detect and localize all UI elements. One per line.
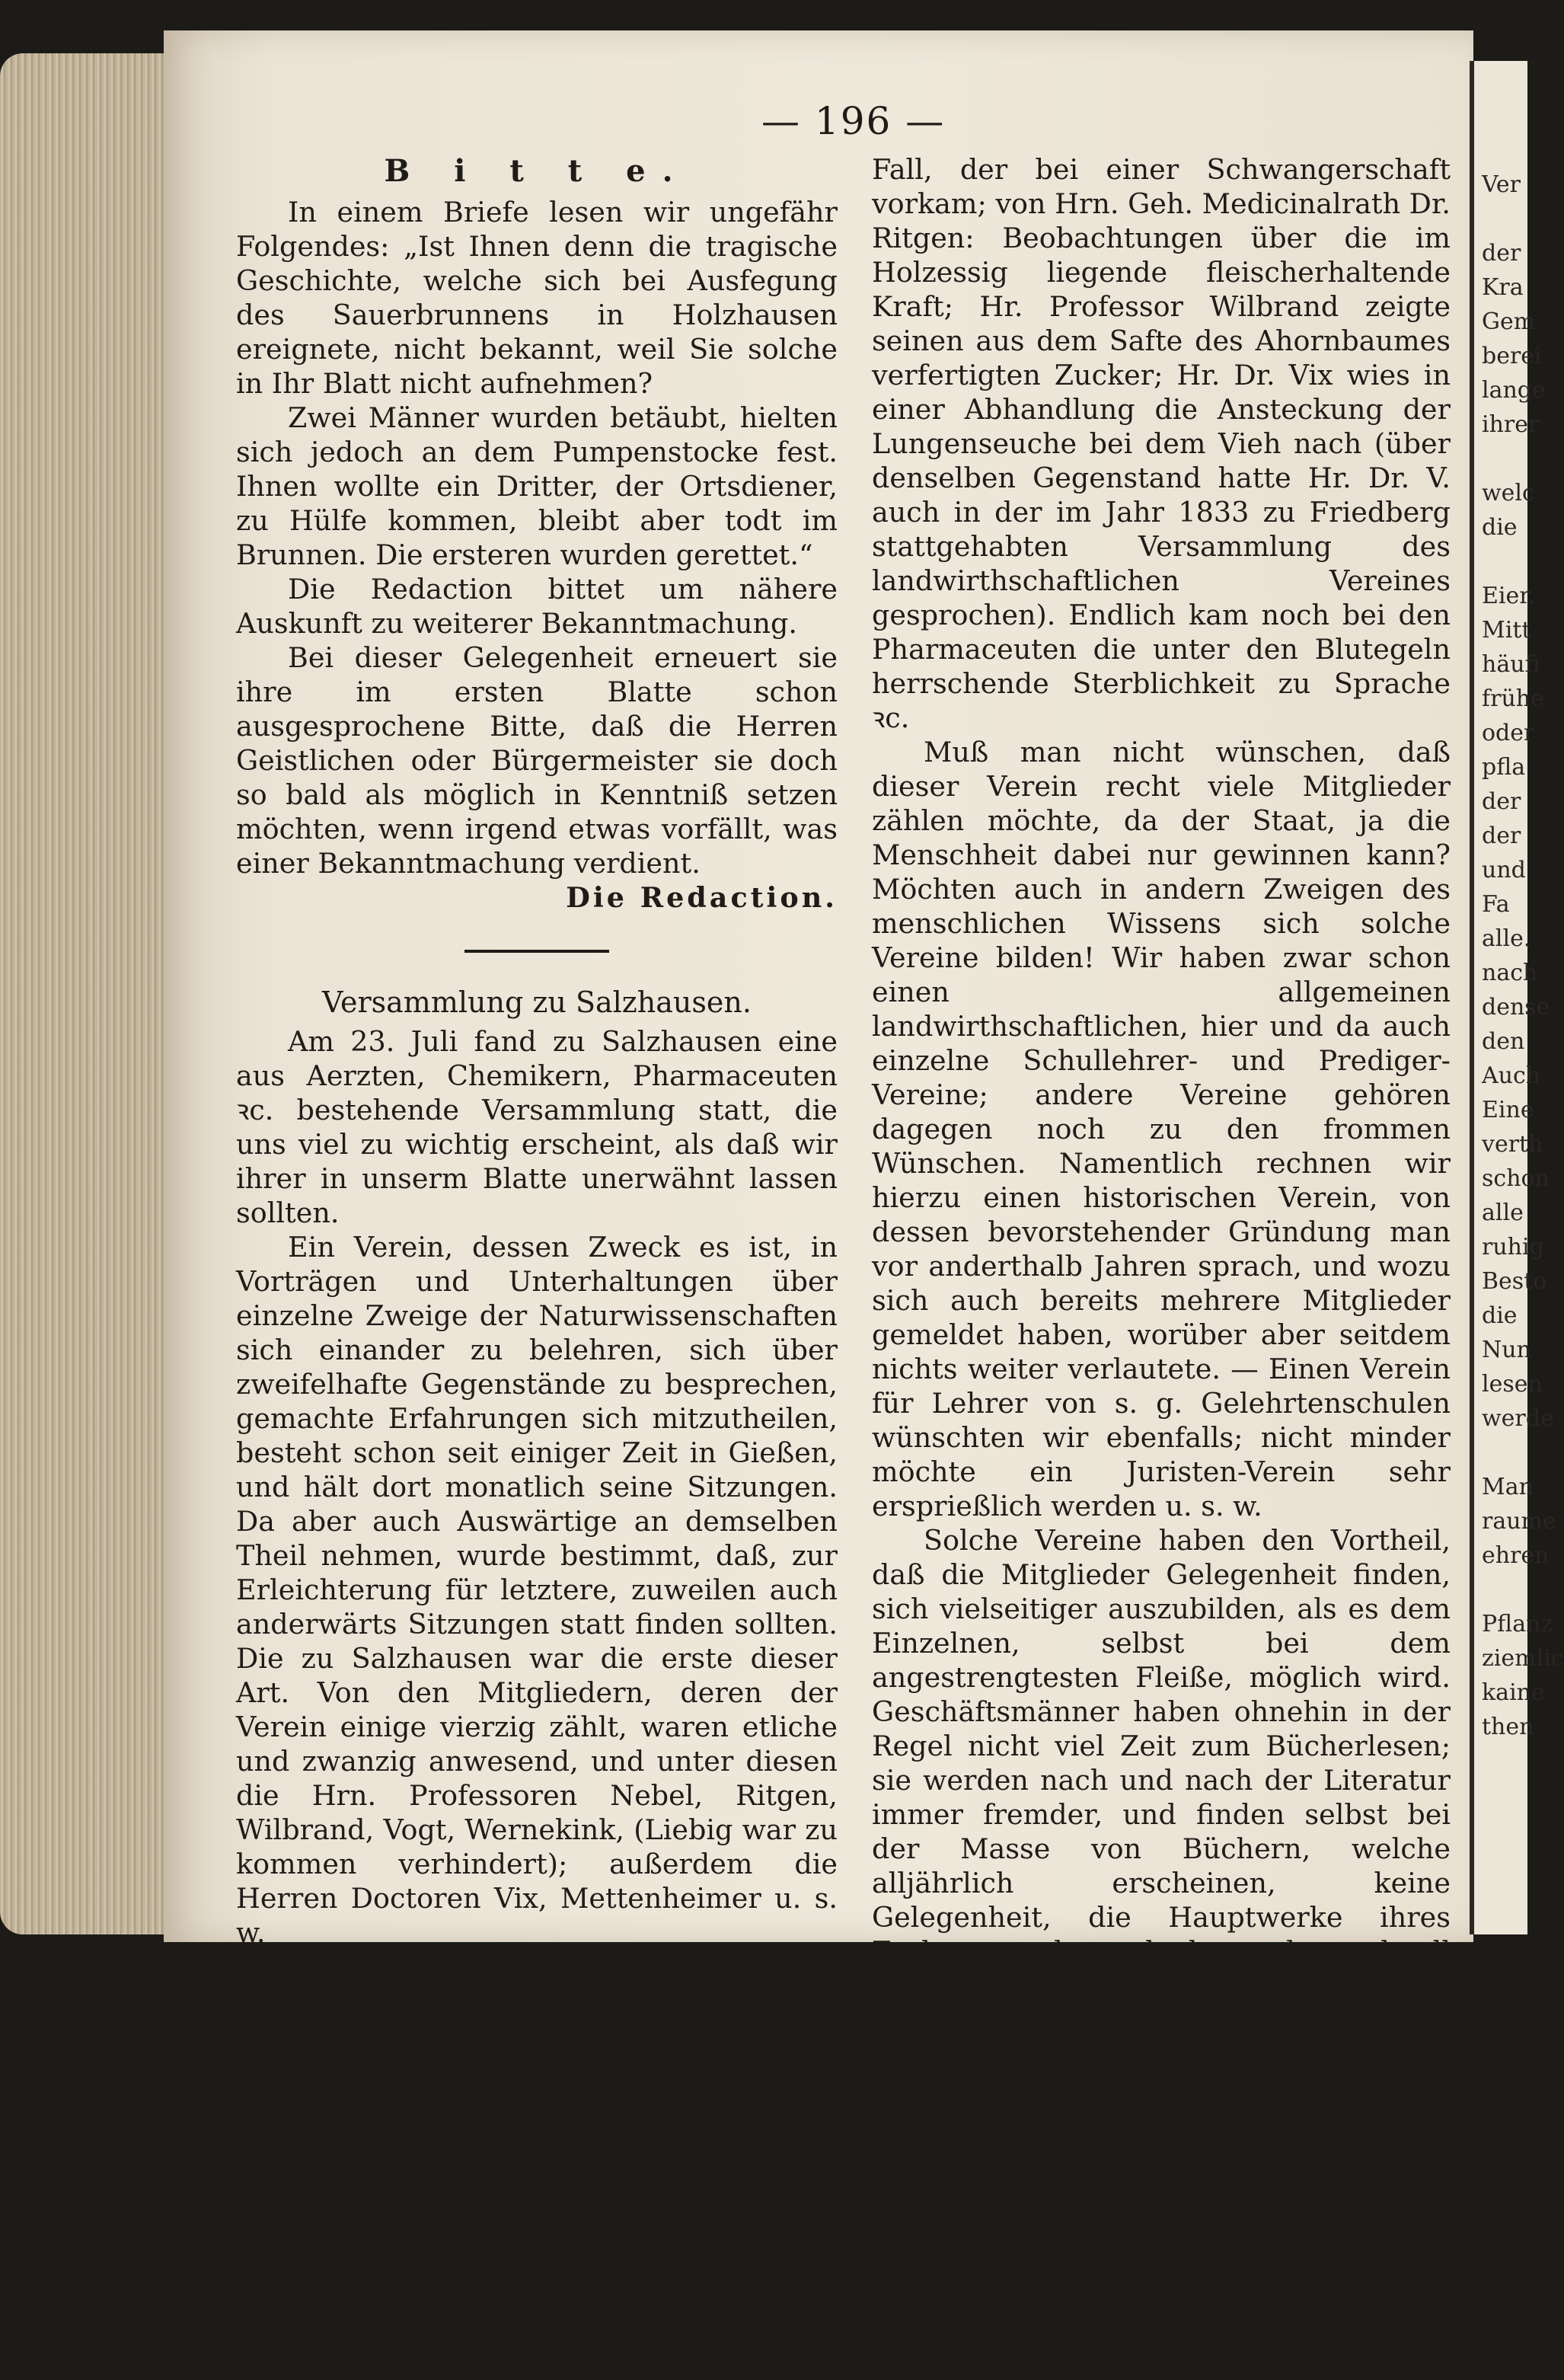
next-page-fragment: kaine xyxy=(1482,1679,1545,1706)
next-page-fragment: Auch xyxy=(1482,1062,1541,1089)
next-page-fragment: Besto xyxy=(1482,1268,1547,1295)
next-page-fragment: Mitt xyxy=(1482,617,1531,644)
right-column xyxy=(872,152,1451,2380)
redaction-signature: Die Redaction. xyxy=(566,881,838,914)
next-page-fragment: Pflanz xyxy=(1482,1611,1553,1637)
bitte-paragraph: Bei dieser Gelegenheit erneuert sie ihre im ersten Blatte schon ausgesprochene Bitte, daß die Herren Geistlichen oder Bürgermeister sie doch so bald als möglich in Kenntniß setzen möchten, wenn irgend etwas vorfällt, was einer Bekanntmachung verdient. xyxy=(236,641,838,880)
next-page-fragment: ziemlic xyxy=(1482,1645,1564,1672)
next-page-fragment: ihrer xyxy=(1482,411,1540,438)
next-page-fragment: werde xyxy=(1482,1405,1554,1432)
next-page-fragment xyxy=(1482,202,1527,236)
next-page-fragment xyxy=(1482,1436,1527,1470)
next-page-fragment: schon xyxy=(1482,1165,1550,1192)
next-page-fragment: Kra xyxy=(1482,274,1524,301)
next-page-fragment: raume xyxy=(1482,1508,1556,1535)
bitte-paragraph: In einem Briefe lesen wir ungefähr Folgendes: „Ist Ihnen denn die tragische Geschichte, welche sich bei Ausfegung des Sauerbrunnens in Holzhausen ereignete, nicht bekannt, weil Sie solche in Ihr Blatt nicht aufnehmen? xyxy=(236,196,838,400)
bitte-paragraph: Die Redaction bittet um nähere Auskunft zu weiterer Bekanntmachung. xyxy=(236,573,838,640)
next-page-fragment: dense xyxy=(1482,994,1550,1021)
page-number: — 196 — xyxy=(761,99,946,143)
next-page-fragment: Ver xyxy=(1482,171,1521,198)
next-page-fragment: die xyxy=(1482,514,1518,541)
section-divider xyxy=(464,950,609,953)
next-page-fragment: Eier. xyxy=(1482,583,1535,609)
next-page-fragment: alle xyxy=(1482,1200,1524,1226)
next-page-fragment: berei xyxy=(1482,343,1542,369)
versammlung-paragraph: Am 23. Juli fand zu Salzhausen eine aus Aerzten, Chemikern, Pharmaceuten ꝛc. bestehende Versammlung statt, die uns viel zu wichtig erscheint, als daß wir ihrer in unserm Blatte unerwähnt lassen sollten. xyxy=(236,1025,838,1229)
next-page-edge xyxy=(1470,61,1564,1934)
next-page-fragment xyxy=(1482,442,1527,476)
next-page-fragment: then xyxy=(1482,1714,1534,1740)
next-page-fragment: welc xyxy=(1482,480,1535,506)
next-page-fragment: der xyxy=(1482,788,1521,815)
next-page-fragment: frühe xyxy=(1482,685,1544,712)
versammlung-paragraph: Von den Vorträgen, welche hier gehalten wurden, erwähnen wir den des Herrn Medicinalrath Dr. Möller von Nidda über einen besonderen xyxy=(236,1950,838,2086)
next-page-fragment xyxy=(1482,545,1527,579)
next-page-fragment: ehren xyxy=(1482,1542,1550,1569)
next-page-fragment: Fa xyxy=(1482,891,1510,918)
next-page-fragment: Eine xyxy=(1482,1097,1534,1123)
next-page-fragment: ruhig xyxy=(1482,1234,1544,1260)
versammlung-paragraph: Ein Verein, dessen Zweck es ist, in Vorträgen und Unterhaltungen über einzelne Zweige der Naturwissenschaften sich einander zu belehren, sich über zweifelhafte Gegenstände zu besprechen, gemachte Erfahrungen sich mitzutheilen, besteht schon seit einiger Zeit in Gießen, und hält dort monatlich seine Sitzungen. Da aber auch Auswärtige an demselben Theil nehmen, wurde bestimmt, daß, zur Erleichterung für letztere, zuweilen auch anderwärts Sitzungen statt finden sollten. Die zu Salzhausen war die erste dieser Art. Von den Mitgliedern, deren der Verein einige vierzig zählt, waren etliche und zwanzig anwesend, und unter diesen die Hrn. Professoren Nebel, Ritgen, Wilbrand, Vogt, Wernekink, (Liebig war zu kommen verhindert); außerdem die Herren Doctoren Vix, Mettenheimer u. s. w. xyxy=(236,1231,838,1949)
next-page-fragment: pfla xyxy=(1482,754,1526,781)
next-page-fragment: lange xyxy=(1482,377,1546,404)
versammlung-heading: Versammlung zu Salzhausen. xyxy=(322,986,752,1019)
next-page-fragment: den xyxy=(1482,1028,1525,1055)
article-paragraph: Solche Vereine haben den Vortheil, daß die Mitglieder Gelegenheit finden, sich vielseitiger auszubilden, als es dem Einzelnen, selbst bei dem angestrengtesten Fleiße, möglich wird. Geschäftsmänner haben ohnehin in der Regel nicht viel Zeit zum Bücherlesen; sie werden nach und nach der Literatur immer fremder, und finden selbst bei der Masse von Büchern, welche alljährlich erscheinen, keine Gelegenheit, die Hauptwerke ihres Faches von den unbedeutenden, schnell vergänglichen Werken leichtsinniger Büchermacher zu unterscheiden. In Vereinen dagegen werden sie auf die wichtigsten Veränderungen, auf die bedeutendsten literarischen Erscheinungen in ihrem Fache aufmerksam gemacht, und was das Wichtigste ist, man muntert sich da gegenseitig auf, erhält auf's Neue Liebe zu seinem Fache und stählt sich gegen alles, was störend dagegen einwirken könnte. xyxy=(872,1524,1451,2379)
next-page-fragments xyxy=(1474,61,1564,1744)
next-page-fragment: verth xyxy=(1482,1131,1543,1158)
next-page-fragment: der xyxy=(1482,240,1521,267)
next-page-fragment: Nun xyxy=(1482,1337,1531,1363)
next-page-fragment: die xyxy=(1482,1302,1518,1329)
next-page-fragment xyxy=(1482,1573,1527,1607)
next-page-fragment: häufi xyxy=(1482,651,1540,678)
article-paragraph: Muß man nicht wünschen, daß dieser Verein recht viele Mitglieder zählen möchte, da der Staat, ja die Menschheit dabei nur gewinnen kann? Möchten auch in andern Zweigen des menschlichen Wissens sich solche Vereine bilden! Wir haben zwar schon einen allgemeinen landwirthschaftlichen, hier und da auch einzelne Schullehrer- und Prediger-Vereine; andere Vereine gehören dagegen noch zu den frommen Wünschen. Namentlich rechnen wir hierzu einen historischen Verein, von dessen bevorstehender Gründung man vor anderthalb Jahren sprach, und wozu sich auch bereits mehrere Mitglieder gemeldet haben, worüber aber seitdem nichts weiter verlautete. — Einen Verein für Lehrer von s. g. Gelehrtenschulen wünschten wir ebenfalls; nicht minder möchte ein Juristen-Verein sehr ersprießlich werden u. s. w. xyxy=(872,736,1451,1522)
next-page-fragment: der xyxy=(1482,823,1521,849)
next-page-fragment: oder xyxy=(1482,720,1535,746)
next-page-fragment: alle. xyxy=(1482,925,1531,952)
next-page-fragment: und xyxy=(1482,857,1526,883)
article-paragraph: Fall, der bei einer Schwangerschaft vorkam; von Hrn. Geh. Medicinalrath Dr. Ritgen: Beobachtungen über die im Holzessig liegende fleischerhaltende Kraft; Hr. Professor Wilbrand zeigte seinen aus dem Safte des Ahornbaumes verfertigten Zucker; Hr. Dr. Vix wies in einer Abhandlung die Ansteckung der Lungenseuche bei dem Vieh nach (über denselben Gegenstand hatte Hr. Dr. V. auch in der im Jahr 1833 zu Friedberg stattgehabten Versammlung des landwirthschaftlichen Vereines gesprochen). Endlich kam noch bei den Pharmaceuten die unter den Blutegeln herrschende Sterblichkeit zu Sprache ꝛc. xyxy=(872,153,1451,734)
next-page-fragment: Gem xyxy=(1482,308,1536,335)
next-page-fragment: Man xyxy=(1482,1474,1534,1500)
bitte-paragraph: Zwei Männer wurden betäubt, hielten sich jedoch an dem Pumpenstocke fest. Ihnen wollte ein Dritter, der Ortsdiener, zu Hülfe kommen, bleibt aber todt im Brunnen. Die ersteren wurden gerettet.“ xyxy=(236,401,838,571)
bitte-heading: B i t t e. xyxy=(384,153,690,189)
next-page-fragment: lesen xyxy=(1482,1371,1543,1398)
next-page-fragment: nach xyxy=(1482,960,1538,986)
book-page-edges xyxy=(0,53,175,1934)
left-column xyxy=(236,152,838,2087)
